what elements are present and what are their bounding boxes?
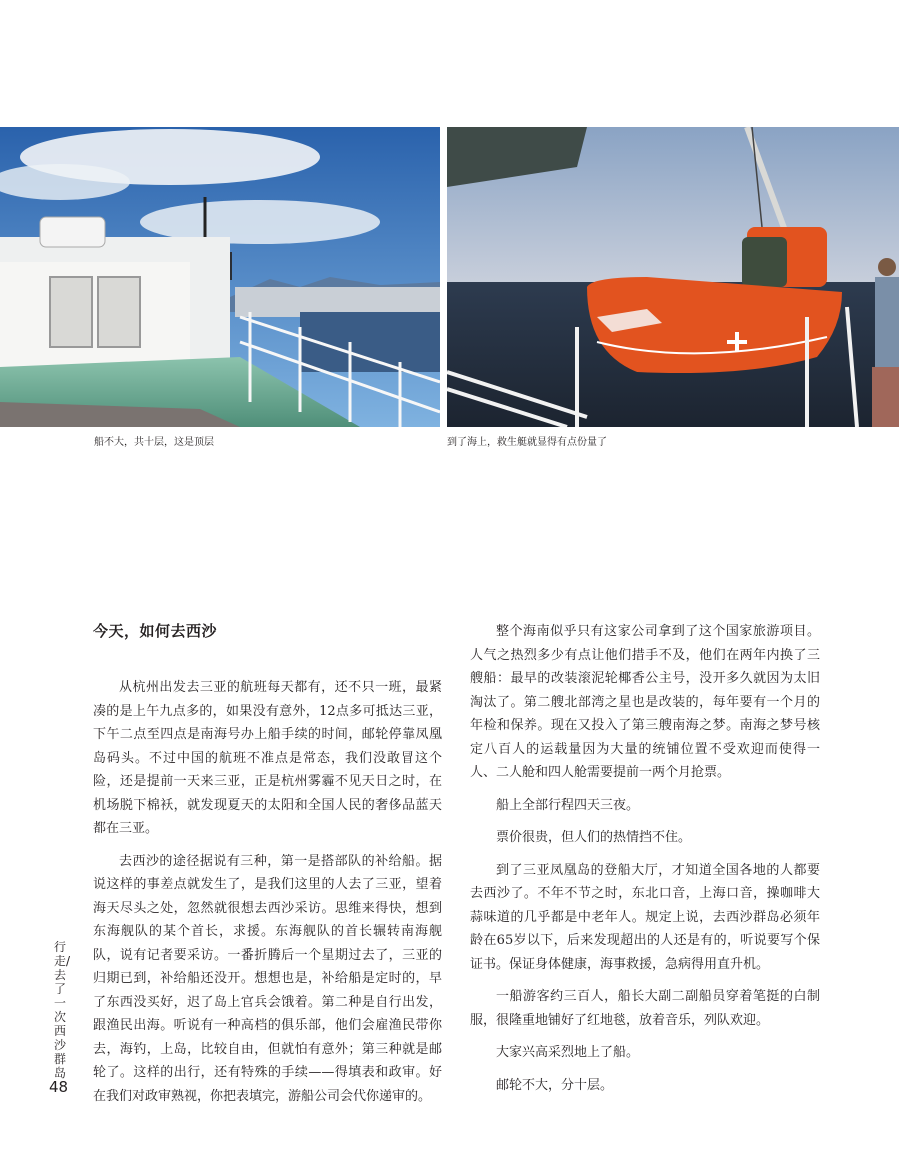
paragraph: 船上全部行程四天三夜。 — [496, 797, 640, 813]
lifeboat-photo — [447, 127, 899, 427]
running-title: 行走/去了一次西沙群岛 — [54, 940, 71, 1080]
left-photo-caption: 船不大，共十层，这是顶层 — [94, 437, 214, 448]
section-heading: 今天，如何去西沙 — [93, 622, 218, 640]
paragraph: 一船游客约三百人，船长大副二副船员穿着笔挺的白制服，很隆重地铺好了红地毯，放着音乐，列队欢迎。 — [470, 989, 820, 1028]
page-number: 48 — [49, 1078, 69, 1096]
paragraph: 从杭州出发去三亚的航班每天都有，还不只一班，最紧凑的是上午九点多的，如果没有意外，12点多可抵达三亚，下午二点至四点是南海号办上船手续的时间，邮轮停靠凤凰岛码头。不过中国的航班不准点是常态，我们没敢冒这个险，还是提前一天来三亚，正是杭州雾霾不见天日之时，在机场脱下棉袄，就发现夏天的太阳和全国人民的奢侈品蓝天都在三亚。 — [93, 680, 442, 836]
paragraph: 票价很贵，但人们的热情挡不住。 — [496, 830, 692, 845]
paragraph: 大家兴高采烈地上了船。 — [496, 1045, 640, 1060]
paragraph: 邮轮不大，分十层。 — [496, 1077, 614, 1093]
deck-photo — [0, 127, 440, 427]
right-photo-caption: 到了海上，救生艇就显得有点份量了 — [447, 437, 607, 448]
paragraph: 整个海南似乎只有这家公司拿到了这个国家旅游项目。人气之热烈多少有点让他们措手不及，他们在两年内换了三艘船：最早的改装滚泥轮椰香公主号，没开多久就因为太旧淘汰了。第二艘北部湾之星也是改装的，每年要有一个月的年检和保养。现在又投入了第三艘南海之梦。南海之梦号核定八百人的运载量因为大量的统铺位置不受欢迎而使得一人、二人舱和四人舱需要提前一两个月抢票。 — [470, 624, 820, 780]
left-column — [93, 676, 442, 1117]
paragraph: 去西沙的途径据说有三种，第一是搭部队的补给船。据说这样的事差点就发生了，是我们这里的人去了三亚，望着海天尽头之处，忽然就很想去西沙采访。思维来得快，想到东海舰队的某个首长，求援。东海舰队的首长辗转南海舰队，说有记者要采访。一番折腾后一个星期过去了，三亚的归期已到，补给船还没开。想想也是，补给船是定时的，早了东西没买好，迟了岛上官兵会饿着。第二种是自行出发，跟渔民出海。听说有一种高档的俱乐部，他们会雇渔民带你去，海钓，上岛，比较自由，但就怕有意外；第三种就是邮轮了。这样的出行，还有特殊的手续——得填表和政审。好在我们对政审熟视，你把表填完，游船公司会代你递审的。 — [93, 853, 442, 1104]
paragraph: 到了三亚凤凰岛的登船大厅，才知道全国各地的人都要去西沙了。不年不节之时，东北口音，上海口音，操咖啡大蒜味道的几乎都是中老年人。规定上说，去西沙群岛必须年龄在65岁以下，后来发现超出的人还是有的，听说要写个保证书。保证身体健康，海事救援，急病得用直升机。 — [470, 862, 820, 972]
right-column — [470, 620, 820, 1106]
